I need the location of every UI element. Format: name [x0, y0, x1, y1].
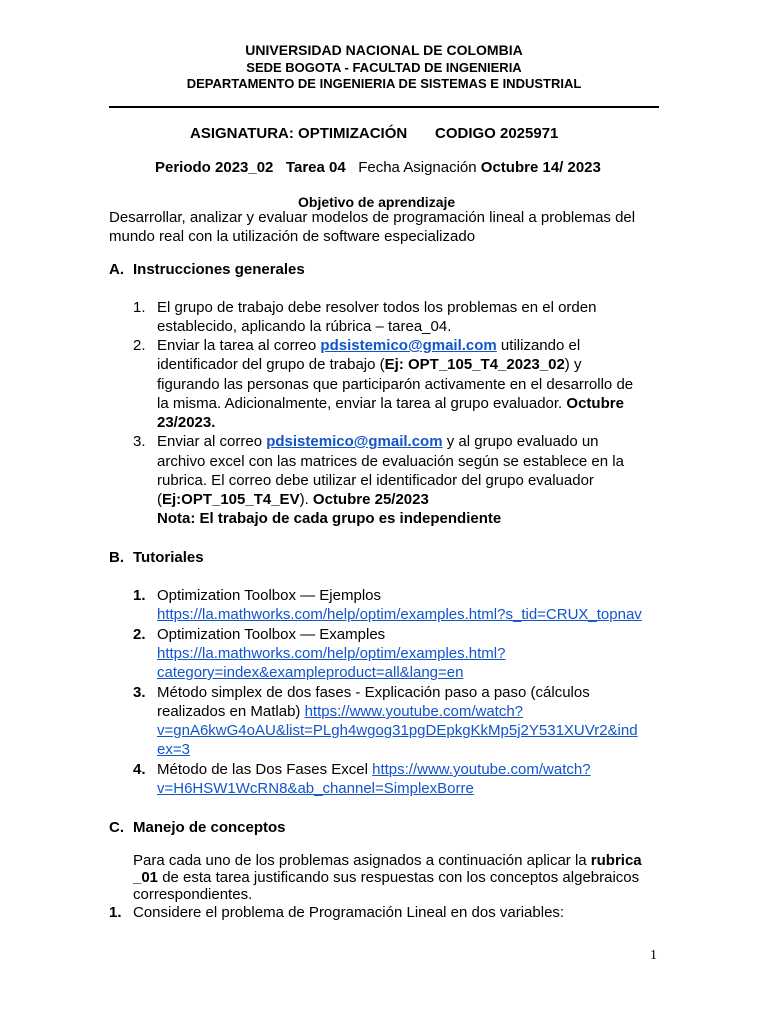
- text-fragment: Para cada uno de los problemas asignados a continuación aplicar la: [133, 852, 591, 869]
- text-fragment: Método de las Dos Fases Excel: [157, 761, 373, 778]
- tutorial-1-link[interactable]: https://la.mathworks.com/help/optim/examples.html?s_tid=CRUX_topnav: [157, 606, 642, 623]
- course-task: Tarea 04: [285, 159, 346, 176]
- instruction-2-line-2: [157, 355, 581, 374]
- tutorial-3-title: Método simplex de dos fases - Explicación paso a paso (cálculos: [157, 684, 590, 701]
- rubric-ref: rubrica: [590, 852, 642, 869]
- deadline-date: Octubre 25/2023: [312, 491, 429, 508]
- text-fragment: identificador del grupo de trabajo (: [157, 356, 385, 373]
- list-number: 4.: [133, 761, 146, 778]
- instruction-1-line-1: El grupo de trabajo debe resolver todos los problemas en el orden: [157, 299, 597, 316]
- course-subject: ASIGNATURA: OPTIMIZACIÓN: [190, 125, 408, 142]
- tutorial-1-title: Optimization Toolbox — Ejemplos: [157, 587, 381, 604]
- tutorial-4-link[interactable]: https://www.youtube.com/watch?: [372, 761, 591, 778]
- text-fragment: de esta tarea justificando sus respuestas con los conceptos algebraicos: [158, 869, 640, 886]
- email-link[interactable]: pdsistemico@gmail.com: [320, 337, 497, 354]
- instruction-3-line-3: rubrica. El correo debe utilizar el identificador del grupo evaluador: [157, 472, 594, 489]
- tutorial-4-line-1: [157, 760, 591, 779]
- tutorial-3-line-2: [157, 702, 523, 721]
- tutorial-2-link[interactable]: https://la.mathworks.com/help/optim/examples.html?: [157, 645, 506, 662]
- tutorial-4-link-cont[interactable]: v=H6HSW1WcRN8&ab_channel=SimplexBorre: [157, 780, 474, 797]
- text-fragment: realizados en Matlab): [157, 703, 305, 720]
- list-number: 2.: [133, 337, 146, 354]
- page-number: 1: [650, 948, 657, 963]
- instruction-1-line-2: establecido, aplicando la rúbrica – tarea_04.: [157, 318, 452, 335]
- instruction-2-line-4: [157, 394, 624, 413]
- deadline-month: Octubre: [566, 395, 624, 412]
- section-c-title: Manejo de conceptos: [133, 819, 286, 836]
- section-b-marker: B.: [109, 549, 124, 566]
- instruction-3-line-2: archivo excel con las matrices de evaluación según se establece en la: [157, 453, 624, 470]
- list-number: 3.: [133, 433, 146, 450]
- tutorial-2-title: Optimization Toolbox — Examples: [157, 626, 386, 643]
- problem-1-intro: Considere el problema de Programación Lineal en dos variables:: [133, 904, 565, 921]
- text-fragment: ).: [299, 491, 313, 508]
- text-fragment: (: [157, 491, 162, 508]
- section-b-title: Tutoriales: [133, 549, 204, 566]
- email-link[interactable]: pdsistemico@gmail.com: [266, 433, 443, 450]
- list-number: 1.: [133, 299, 146, 316]
- objective-line-2: mundo real con la utilización de software especializado: [109, 228, 476, 245]
- tutorial-3-link-cont[interactable]: v=gnA6kwG4oAU&list=PLgh4wgog31pgDEpkgKkMp5j2Y531XUVr2&ind: [157, 722, 638, 739]
- objective-line-1: Desarrollar, analizar y evaluar modelos de programación lineal a problemas del: [109, 209, 636, 226]
- rubric-ref: _01: [133, 869, 159, 886]
- list-number: 1.: [133, 587, 146, 604]
- concepts-paragraph-line-3: correspondientes.: [133, 886, 253, 903]
- campus-name: SEDE BOGOTA - FACULTAD DE INGENIERIA: [246, 60, 522, 75]
- department-name: DEPARTAMENTO DE INGENIERIA DE SISTEMAS E INDUSTRIAL: [186, 76, 582, 91]
- university-name: UNIVERSIDAD NACIONAL DE COLOMBIA: [245, 42, 523, 58]
- text-fragment: ) y: [564, 356, 582, 373]
- text-fragment: utilizando el: [496, 337, 581, 354]
- list-number: 3.: [133, 684, 146, 701]
- text-fragment: la misma. Adicionalmente, enviar la tarea al grupo evaluador.: [157, 395, 567, 412]
- instruction-3-line-4: [157, 490, 429, 509]
- course-period: Periodo 2023_02: [155, 159, 274, 176]
- text-fragment: y al grupo evaluado un: [442, 433, 599, 450]
- text-fragment: Enviar al correo: [157, 433, 267, 450]
- header-divider: [109, 106, 659, 108]
- section-a-marker: A.: [109, 261, 124, 278]
- date-value: Octubre 14/ 2023: [480, 159, 601, 176]
- instruction-2-line-1: [157, 336, 580, 355]
- section-a-title: Instrucciones generales: [133, 261, 305, 278]
- list-number: 1.: [109, 904, 122, 921]
- course-period-line: [155, 158, 601, 177]
- group-id-example: Ej: OPT_105_T4_2023_02: [384, 356, 565, 373]
- group-id-example: Ej:OPT_105_T4_EV: [162, 491, 300, 508]
- tutorial-2-link-cont[interactable]: category=index&exampleproduct=all&lang=en: [157, 664, 464, 681]
- tutorial-3-link-end[interactable]: ex=3: [157, 741, 190, 758]
- course-code: CODIGO 2025971: [435, 125, 559, 142]
- instruction-2-line-3: figurando las personas que participarón activamente en el desarrollo de: [157, 376, 634, 393]
- section-c-marker: C.: [109, 819, 124, 836]
- date-label: Fecha Asignación: [358, 159, 477, 176]
- tutorial-3-link[interactable]: https://www.youtube.com/watch?: [304, 703, 524, 720]
- instruction-3-note: Nota: El trabajo de cada grupo es independiente: [157, 510, 502, 527]
- list-number: 2.: [133, 626, 146, 643]
- instruction-3-line-1: [157, 432, 599, 451]
- text-fragment: Enviar la tarea al correo: [157, 337, 321, 354]
- instruction-2-line-5: 23/2023.: [157, 414, 216, 431]
- objective-title: Objetivo de aprendizaje: [298, 194, 456, 210]
